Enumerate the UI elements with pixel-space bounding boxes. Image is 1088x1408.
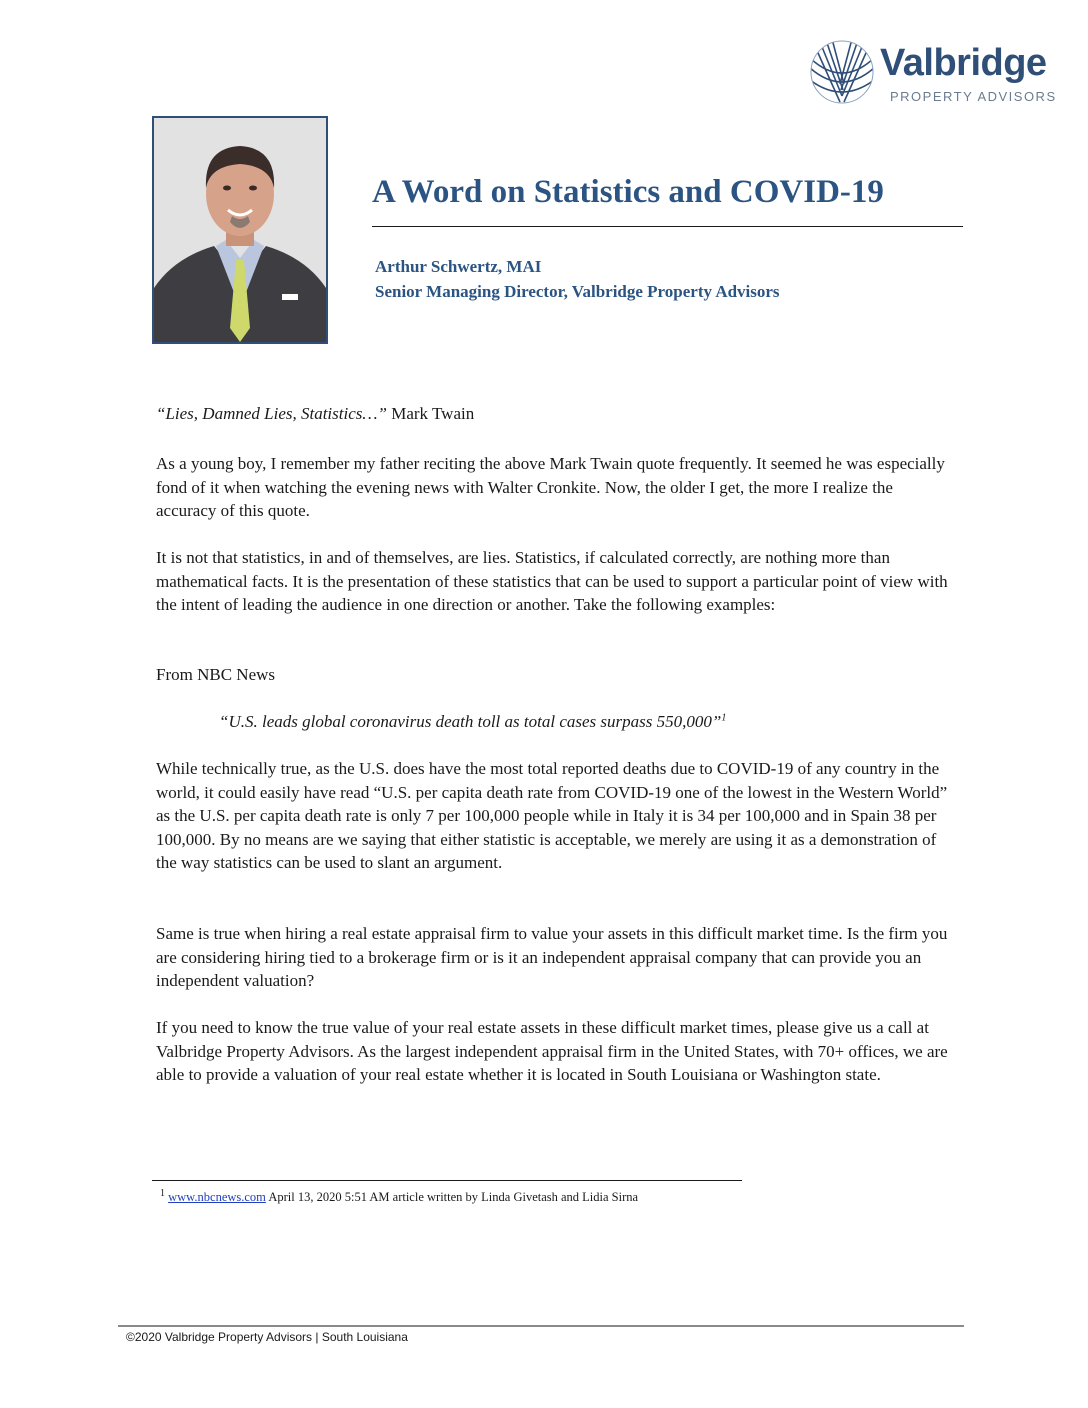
footnote: [160, 1188, 638, 1206]
footnote-number: 1: [160, 1187, 165, 1199]
logo-wordmark: Valbridge: [880, 42, 1047, 84]
source-label: From NBC News: [156, 665, 276, 684]
valbridge-logo: [810, 38, 1060, 108]
author-photo: [152, 116, 328, 344]
footnote-link[interactable]: www.nbcnews.com: [168, 1190, 266, 1204]
quote-text: “Lies, Damned Lies, Statistics…”: [156, 404, 387, 423]
headline-quote: [219, 710, 956, 734]
author-block: [375, 254, 780, 304]
article-title: A Word on Statistics and COVID-19: [372, 174, 884, 210]
footnote-divider: [152, 1180, 742, 1181]
quote-attribution: Mark Twain: [386, 404, 475, 423]
paragraph-1: As a young boy, I remember my father reciting the above Mark Twain quote frequently. It seemed he was especially fond of it when watching the evening news with Walter Cronkite. Now, the older I get, the more I realize the accuracy of this quote.: [156, 454, 945, 520]
paragraph-3: While technically true, as the U.S. does have the most total reported deaths due to COVID-19 of any country in the world, it could easily have read “U.S. per capita death rate from COVID-19 one of the lowest in the Western World” as the U.S. per capita death rate is only 7 per 100,000 people while in Italy it is 34 per 100,000 and in Spain 38 per 100,000. By no means are we saying that either statistic is acceptable, we merely are using it as a demonstration of the way statistics can be used to slant an argument.: [156, 759, 948, 872]
author-title: Senior Managing Director, Valbridge Property Advisors: [375, 282, 780, 301]
opening-quote: [156, 402, 956, 426]
author-name: Arthur Schwertz, MAI: [375, 257, 542, 276]
footnote-ref: 1: [721, 712, 727, 724]
logo-tagline: PROPERTY ADVISORS: [890, 89, 1057, 104]
page-footer: ©2020 Valbridge Property Advisors | South Louisiana: [126, 1330, 408, 1344]
globe-stripes-icon: [810, 38, 874, 106]
footer-divider: [118, 1325, 964, 1327]
title-divider: [372, 226, 963, 227]
paragraph-5: If you need to know the true value of your real estate assets in these difficult market times, please give us a call at Valbridge Property Advisors. As the largest independent appraisal firm in the United States, with 70+ offices, we are able to provide a valuation of your real estate whether it is located in South Louisiana or Washington state.: [156, 1018, 948, 1084]
headline-quote-text: “U.S. leads global coronavirus death toll as total cases surpass 550,000”: [219, 712, 722, 731]
paragraph-2: It is not that statistics, in and of themselves, are lies. Statistics, if calculated correctly, are nothing more than mathematical facts. It is the presentation of these statistics that can be used to support a particular point of view with the intent of leading the audience in one direction or another. Take the following examples:: [156, 548, 948, 614]
footnote-text: April 13, 2020 5:51 AM article written by Linda Givetash and Lidia Sirna: [265, 1190, 639, 1204]
paragraph-4: Same is true when hiring a real estate appraisal firm to value your assets in this difficult market time. Is the firm you are considering hiring tied to a brokerage firm or is it an independent appraisal company that can provide you an independent valuation?: [156, 924, 948, 990]
